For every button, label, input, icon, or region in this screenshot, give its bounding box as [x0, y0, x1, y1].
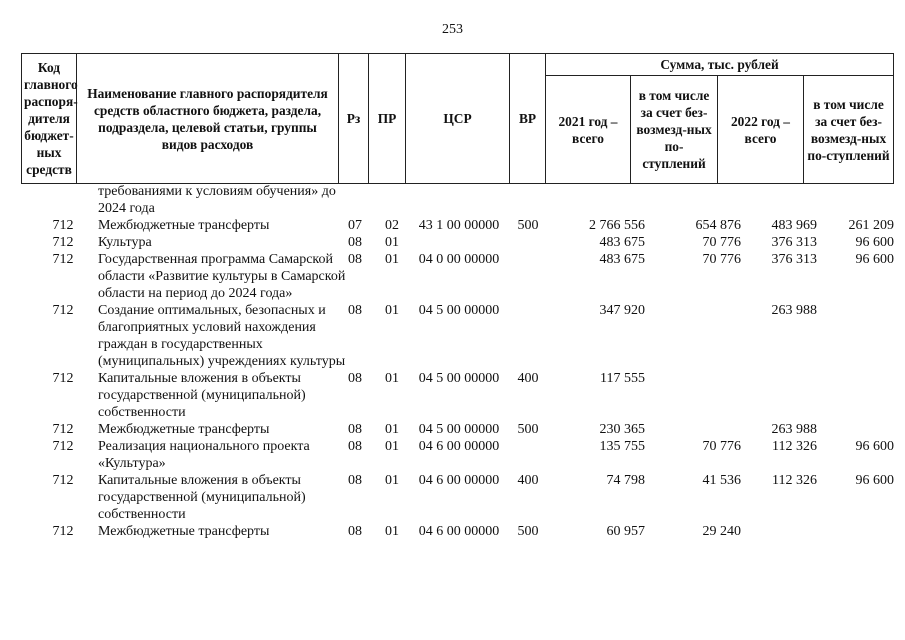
cell-csr: 04 6 00 00000 [418, 439, 500, 454]
cell-csr: 43 1 00 00000 [418, 218, 500, 233]
header-vr: ВР [510, 54, 546, 184]
cell-2021-total: 483 675 [599, 235, 645, 250]
cell-kod: 712 [52, 252, 74, 267]
cell-2022-total: 376 313 [771, 235, 817, 250]
header-2022-free: в том числе за счет без-возмезд-ных по-ступлений [804, 76, 894, 184]
cell-name: Капитальные вложения в объекты государственной (муниципальной) собственности [98, 473, 306, 522]
cell-pr: 02 [385, 218, 399, 233]
cell-csr: 04 5 00 00000 [418, 303, 500, 318]
cell-name: Капитальные вложения в объекты государственной (муниципальной) собственности [98, 371, 306, 420]
cell-vr: 500 [517, 422, 539, 437]
cell-csr: 04 5 00 00000 [418, 422, 500, 437]
cell-pr: 01 [385, 439, 399, 454]
cell-kod: 712 [52, 439, 74, 454]
cell-2022-free: 96 600 [855, 439, 894, 454]
cell-rz: 07 [348, 218, 362, 233]
cell-2022-total: 112 326 [772, 439, 817, 454]
table-row [21, 302, 893, 370]
cell-pr: 01 [385, 473, 399, 488]
table-row [21, 472, 893, 523]
cell-2022-total: 376 313 [771, 252, 817, 267]
cell-rz: 08 [348, 235, 362, 250]
page-number: 253 [442, 22, 463, 37]
cell-pr: 01 [385, 371, 399, 386]
cell-2021-free: 70 776 [702, 439, 741, 454]
cell-kod: 712 [52, 473, 74, 488]
header-csr: ЦСР [406, 54, 510, 184]
header-2021-free: в том числе за счет без-возмезд-ных по-ступлений [631, 76, 718, 184]
cell-pr: 01 [385, 235, 399, 250]
cell-rz: 08 [348, 422, 362, 437]
cell-pr: 01 [385, 252, 399, 267]
header-2021-total: 2021 год – всего [546, 76, 631, 184]
cell-vr: 500 [517, 524, 539, 539]
cell-kod: 712 [52, 235, 74, 250]
table-row [21, 217, 893, 234]
table-row [21, 234, 893, 251]
header-kod: Код главного распоря-дителя бюджет-ных средств [22, 54, 77, 184]
table-row [21, 438, 893, 472]
cell-2022-free: 96 600 [855, 235, 894, 250]
cell-2021-total: 230 365 [599, 422, 645, 437]
cell-pr: 01 [385, 524, 399, 539]
cell-2021-total: 347 920 [599, 303, 645, 318]
cell-name: Культура [98, 235, 152, 250]
cell-pr: 01 [385, 422, 399, 437]
cell-name: Межбюджетные трансферты [98, 422, 270, 437]
cell-2021-free: 70 776 [702, 252, 741, 267]
cell-2021-free: 29 240 [702, 524, 741, 539]
header-sum: Сумма, тыс. рублей [546, 54, 894, 76]
cell-2021-total: 483 675 [599, 252, 645, 267]
cell-csr: 04 0 00 00000 [418, 252, 500, 267]
cell-vr: 400 [517, 473, 539, 488]
header-2022-total: 2022 год – всего [718, 76, 804, 184]
table-row [21, 370, 893, 421]
cell-name: Межбюджетные трансферты [98, 524, 270, 539]
cell-2021-total: 2 766 556 [589, 218, 645, 233]
cell-csr: 04 6 00 00000 [418, 524, 500, 539]
cell-kod: 712 [52, 422, 74, 437]
table-row [21, 421, 893, 438]
cell-csr: 04 6 00 00000 [418, 473, 500, 488]
cell-vr: 400 [517, 371, 539, 386]
cell-rz: 08 [348, 439, 362, 454]
cell-vr: 500 [517, 218, 539, 233]
cell-name: Межбюджетные трансферты [98, 218, 270, 233]
cell-rz: 08 [348, 473, 362, 488]
cell-2022-free: 261 209 [848, 218, 894, 233]
cell-2021-free: 41 536 [702, 473, 741, 488]
cell-name: Государственная программа Самарской области «Развитие культуры в Самарской области на период до 2024 года» [98, 252, 346, 301]
table-header [21, 53, 894, 184]
cell-2021-total: 60 957 [606, 524, 645, 539]
table-body [21, 183, 893, 540]
cell-kod: 712 [52, 524, 74, 539]
table-row [21, 523, 893, 540]
header-rz: Рз [339, 54, 369, 184]
header-name: Наименование главного распорядителя средств областного бюджета, раздела, подраздела, целевой статьи, группы видов расходов [77, 54, 339, 184]
cell-2022-total: 263 988 [771, 303, 817, 318]
cell-rz: 08 [348, 371, 362, 386]
cell-kod: 712 [52, 371, 74, 386]
cell-2022-free: 96 600 [855, 473, 894, 488]
cell-kod: 712 [52, 303, 74, 318]
cell-name: Создание оптимальных, безопасных и благоприятных условий нахождения граждан в государственных (муниципальных) учреждениях культуры [98, 303, 346, 369]
cell-name: Реализация национального проекта «Культура» [98, 439, 310, 471]
cell-name: требованиями к условиям обучения» до 2024 года [98, 184, 336, 216]
cell-2022-free: 96 600 [855, 252, 894, 267]
cell-2021-total: 117 555 [600, 371, 645, 386]
cell-csr: 04 5 00 00000 [418, 371, 500, 386]
cell-rz: 08 [348, 303, 362, 318]
cell-pr: 01 [385, 303, 399, 318]
table-row [21, 183, 893, 217]
cell-kod: 712 [52, 218, 74, 233]
cell-rz: 08 [348, 524, 362, 539]
cell-2021-total: 74 798 [606, 473, 645, 488]
cell-2021-total: 135 755 [599, 439, 645, 454]
cell-2022-total: 263 988 [771, 422, 817, 437]
cell-rz: 08 [348, 252, 362, 267]
table-row [21, 251, 893, 302]
cell-2022-total: 112 326 [772, 473, 817, 488]
header-pr: ПР [369, 54, 406, 184]
cell-2021-free: 70 776 [702, 235, 741, 250]
cell-2022-total: 483 969 [771, 218, 817, 233]
cell-2021-free: 654 876 [695, 218, 741, 233]
